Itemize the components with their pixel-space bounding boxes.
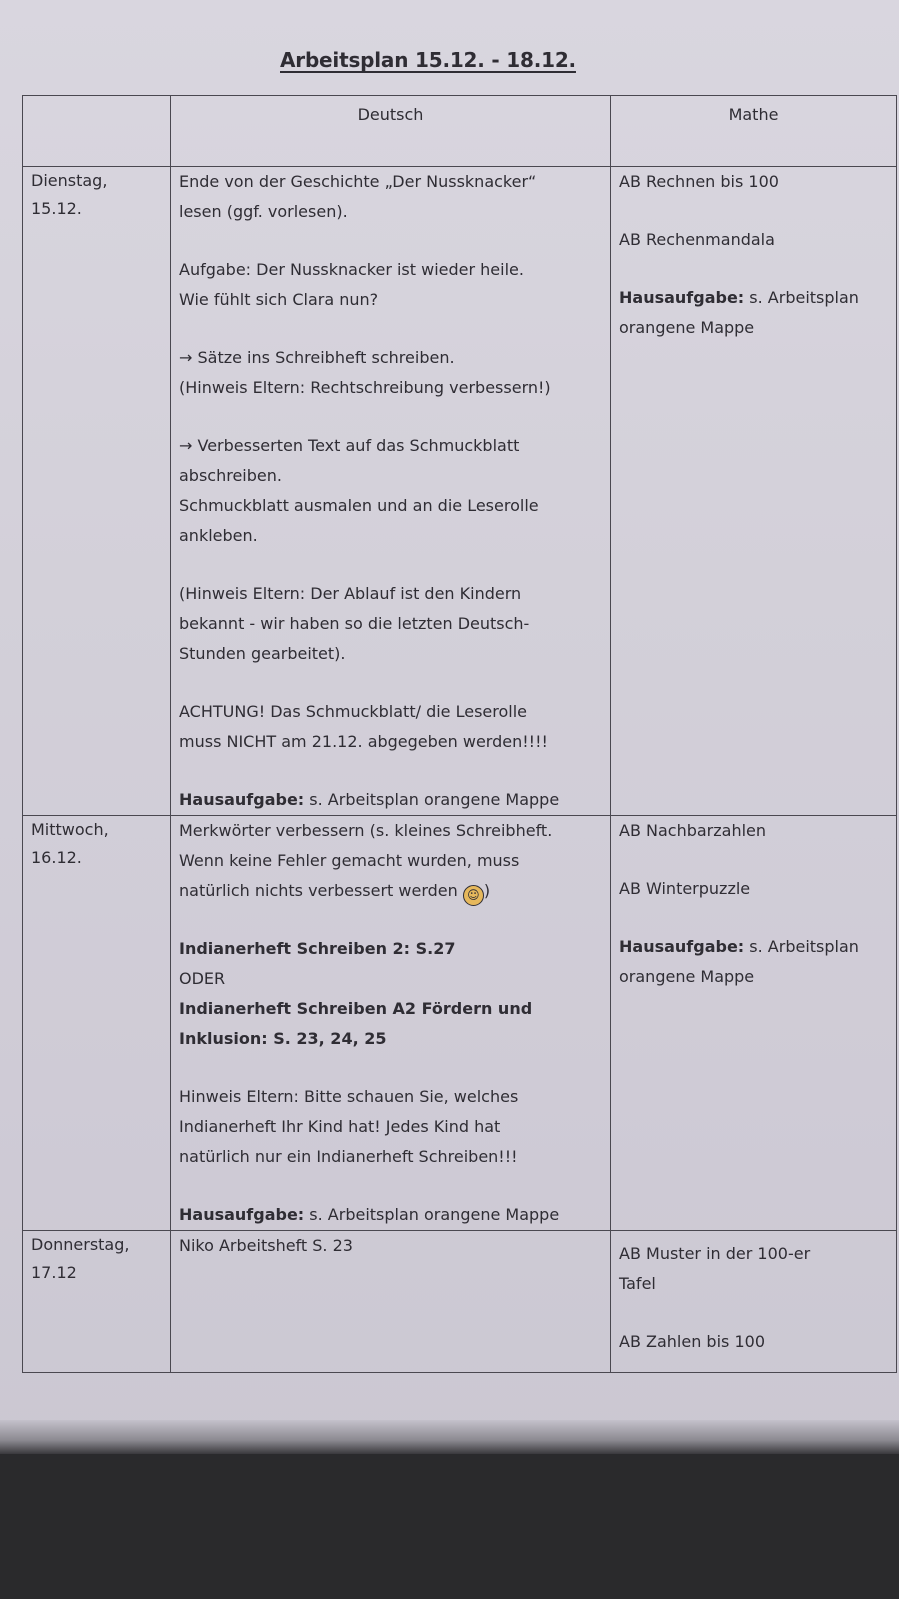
text-block: ODER: [179, 969, 226, 988]
text-block: AB Muster in der 100-er Tafel: [619, 1244, 811, 1293]
text-block: AB Nachbarzahlen: [619, 821, 767, 840]
text-block: Hinweis Eltern: Bitte schauen Sie, welches Indianerheft Ihr Kind hat! Jedes Kind hat natürlich nur ein Indianerheft Schreiben!!!: [179, 1087, 519, 1166]
table-row-mittwoch: [23, 816, 897, 1231]
homework-text: s. Arbeitsplan orangene Mappe: [304, 1205, 560, 1224]
homework-line: [619, 283, 888, 343]
homework-line: [619, 932, 888, 992]
homework-label: Hausaufgabe:: [619, 288, 745, 307]
text-block: Niko Arbeitsheft S. 23: [179, 1236, 353, 1255]
text-block: Indianerheft Schreiben 2: S.27: [179, 939, 456, 958]
text-span: ): [483, 881, 491, 900]
header-day: [23, 96, 171, 167]
deutsch-cell: [171, 816, 611, 1231]
day-cell: Dienstag, 15.12.: [23, 167, 171, 816]
text-block: AB Zahlen bis 100: [619, 1332, 765, 1351]
text-span: Merkwörter verbessern (s. kleines Schreibheft. Wenn keine Fehler gemacht wurden, muss natürlich nichts verbessert werden: [179, 821, 553, 900]
homework-label: Hausaufgabe:: [619, 937, 745, 956]
text-block: AB Winterpuzzle: [619, 879, 751, 898]
text-block: Indianerheft Schreiben A2 Fördern und Inklusion: S. 23, 24, 25: [179, 999, 533, 1048]
text-block: [179, 816, 602, 906]
table-row-dienstag: [23, 167, 897, 816]
header-row: [23, 96, 897, 167]
homework-line: [179, 1200, 602, 1230]
text-block: Aufgabe: Der Nussknacker ist wieder heile. Wie fühlt sich Clara nun?: [179, 260, 524, 309]
mathe-cell: [611, 167, 897, 816]
header-deutsch: Deutsch: [171, 96, 611, 167]
header-mathe: Mathe: [611, 96, 897, 167]
day-cell: Donnerstag, 17.12: [23, 1231, 171, 1373]
deutsch-cell: [171, 167, 611, 816]
homework-text: s. Arbeitsplan orangene Mappe: [619, 288, 859, 337]
homework-text: s. Arbeitsplan orangene Mappe: [304, 790, 560, 809]
text-block: (Hinweis Eltern: Der Ablauf ist den Kindern bekannt - wir haben so die letzten Deutsch- Stunden gearbeitet).: [179, 584, 530, 663]
text-block: Ende von der Geschichte „Der Nussknacker“ lesen (ggf. vorlesen).: [179, 172, 537, 221]
deutsch-cell: [171, 1231, 611, 1373]
text-block: AB Rechenmandala: [619, 230, 775, 249]
paper-edge: [0, 1420, 899, 1454]
smiley-icon: ☺: [463, 885, 484, 906]
homework-label: Hausaufgabe:: [179, 790, 305, 809]
homework-line: [179, 785, 602, 815]
mathe-cell: [611, 1231, 897, 1373]
text-block: → Verbesserten Text auf das Schmuckblatt abschreiben. Schmuckblatt ausmalen und an die Leserolle ankleben.: [179, 436, 539, 545]
mathe-cell: [611, 816, 897, 1231]
table-row-donnerstag: [23, 1231, 897, 1373]
text-block: → Sätze ins Schreibheft schreiben. (Hinweis Eltern: Rechtschreibung verbessern!): [179, 348, 551, 397]
text-block: AB Rechnen bis 100: [619, 172, 779, 191]
homework-label: Hausaufgabe:: [179, 1205, 305, 1224]
homework-text: s. Arbeitsplan orangene Mappe: [619, 937, 859, 986]
work-plan-table: [22, 95, 897, 1373]
page-title: Arbeitsplan 15.12. - 18.12.: [280, 48, 576, 72]
text-block: ACHTUNG! Das Schmuckblatt/ die Leserolle muss NICHT am 21.12. abgegeben werden!!!!: [179, 702, 548, 751]
day-cell: Mittwoch, 16.12.: [23, 816, 171, 1231]
